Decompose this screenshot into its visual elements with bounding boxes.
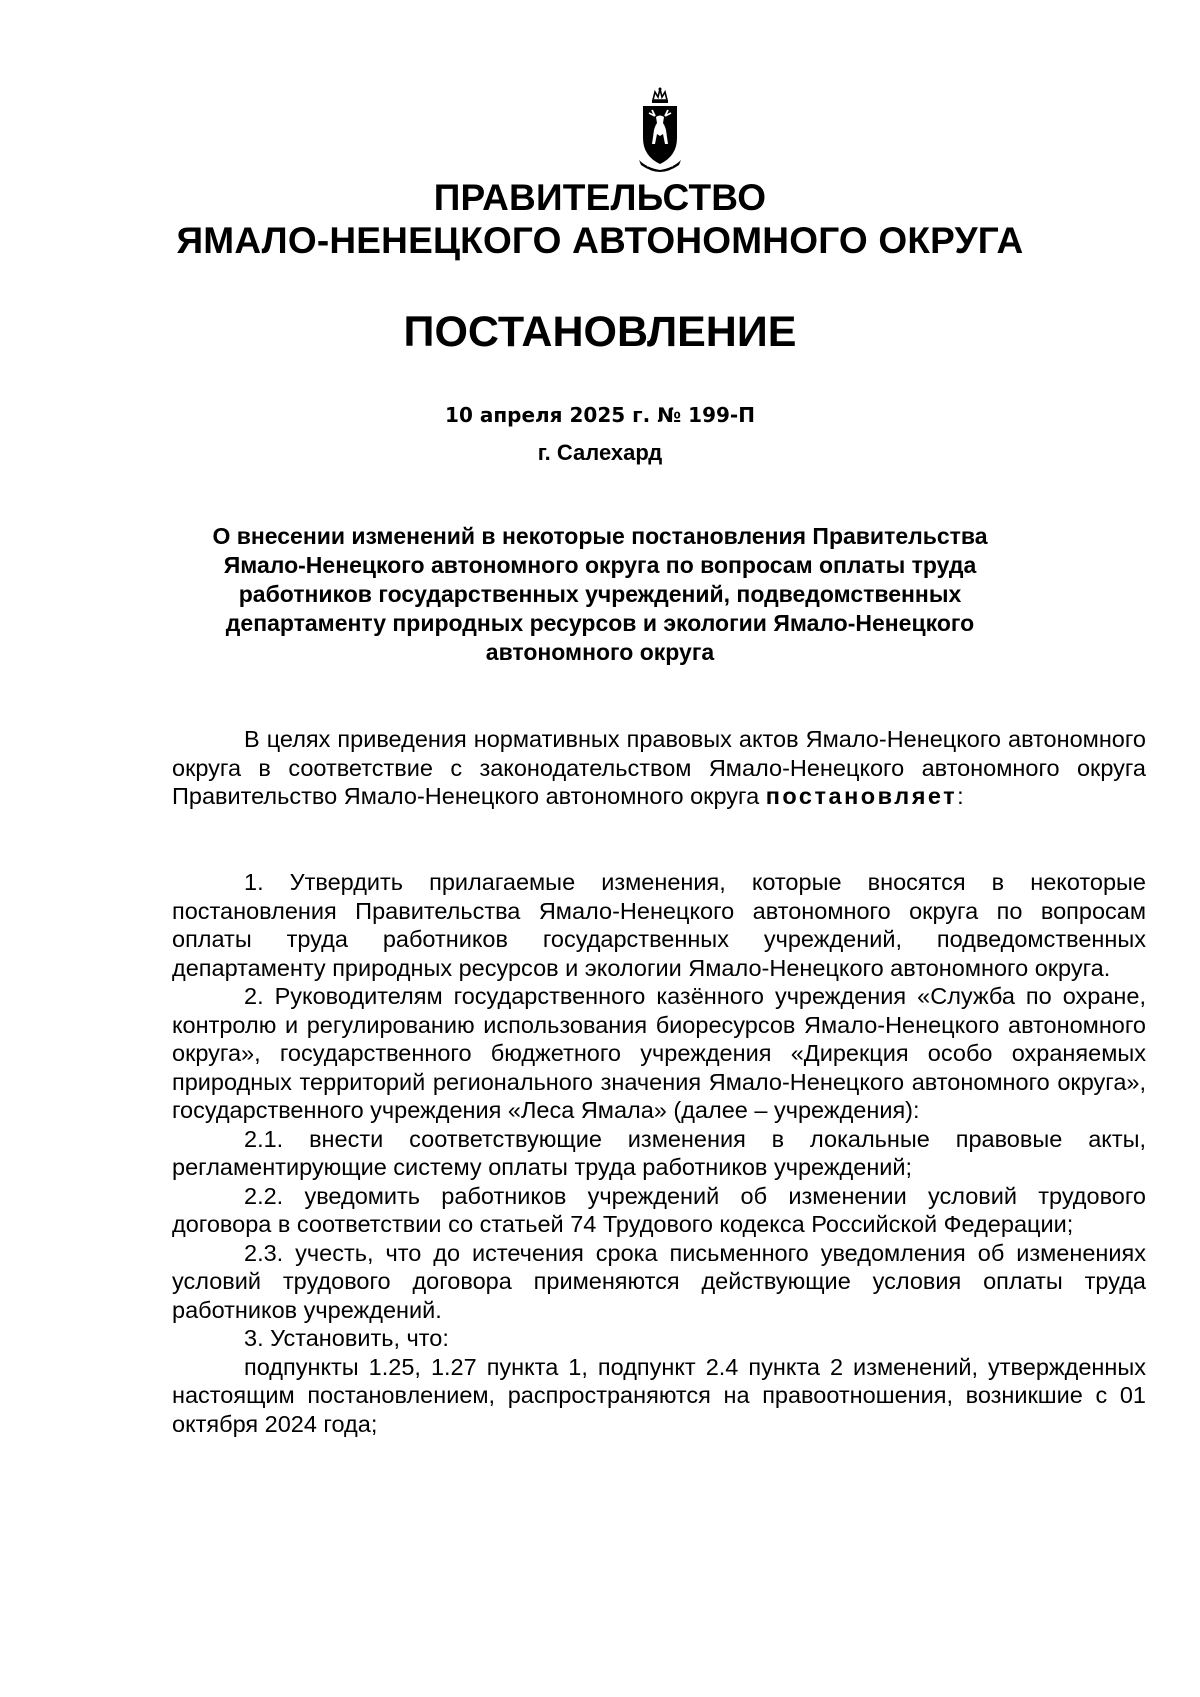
preamble-paragraph	[172, 725, 1146, 811]
org-title-line-2: ЯМАЛО-НЕНЕЦКОГО АВТОНОМНОГО ОКРУГА	[176, 220, 1024, 261]
clause-paragraph: 2.3. учесть, что до истечения срока письменного уведомления об изменениях условий трудового договора применяются действующие условия оплаты труда работников учреждений.	[172, 1239, 1146, 1323]
decision-word: постановляет	[765, 783, 958, 809]
preamble-text: В целях приведения нормативных правовых актов Ямало-Ненецкого автономного округа в соответствие с законодательством Ямало-Ненецкого автономного округа Правительство Ямало-Ненецкого автономного округа	[172, 726, 1146, 809]
preamble	[172, 725, 1146, 811]
document-type-title: ПОСТАНОВЛЕНИЕ	[403, 308, 797, 356]
subject-line: автономного округа	[485, 639, 715, 665]
subject-line: работников государственных учреждений, подведомственных	[238, 581, 962, 607]
clause-paragraph: 2. Руководителям государственного казённого учреждения «Служба по охране, контролю и регулированию использования биоресурсов Ямало-Ненецкого автономного округа», государственного бюджетного учреждения «Дирекция особо охраняемых природных территорий регионального значения Ямало-Ненецкого автономного округа», государственного учреждения «Леса Ямала» (далее – учреждения):	[172, 983, 1146, 1123]
coat-of-arms-icon	[635, 86, 685, 172]
subject-line: О внесении изменений в некоторые постановления Правительства	[212, 523, 988, 549]
clause-paragraph: 3. Установить, что:	[244, 1325, 449, 1351]
org-title-line-1: ПРАВИТЕЛЬСТВО	[433, 177, 767, 218]
clause-paragraph: 2.2. уведомить работников учреждений об изменении условий трудового договора в соответствии со статьей 74 Трудового кодекса Российской Федерации;	[172, 1182, 1146, 1237]
document-subject	[170, 522, 1030, 667]
clause-paragraph: подпункты 1.25, 1.27 пункта 1, подпункт 2.4 пункта 2 изменений, утвержденных настоящим постановлением, распространяются на правоотношения, возникшие с 01 октября 2024 года;	[172, 1353, 1146, 1437]
clause-paragraph: 2.1. внести соответствующие изменения в локальные правовые акты, регламентирующие систему оплаты труда работников учреждений;	[172, 1125, 1146, 1180]
clauses-list	[172, 868, 1146, 1438]
clause-paragraph: 1. Утвердить прилагаемые изменения, которые вносятся в некоторые постановления Правительства Ямало-Ненецкого автономного округа по вопросам оплаты труда работников государственных учреждений, подведомственных департаменту природных ресурсов и экологии Ямало-Ненецкого автономного округа.	[172, 869, 1146, 981]
document-date-number: 10 апреля 2025 г. № 199-П	[445, 403, 755, 427]
document-city: г. Салехард	[537, 440, 663, 465]
preamble-colon: :	[957, 783, 964, 809]
subject-line: департаменту природных ресурсов и экологии Ямало-Ненецкого	[225, 610, 975, 636]
subject-line: Ямало-Ненецкого автономного округа по вопросам оплаты труда	[223, 552, 977, 578]
